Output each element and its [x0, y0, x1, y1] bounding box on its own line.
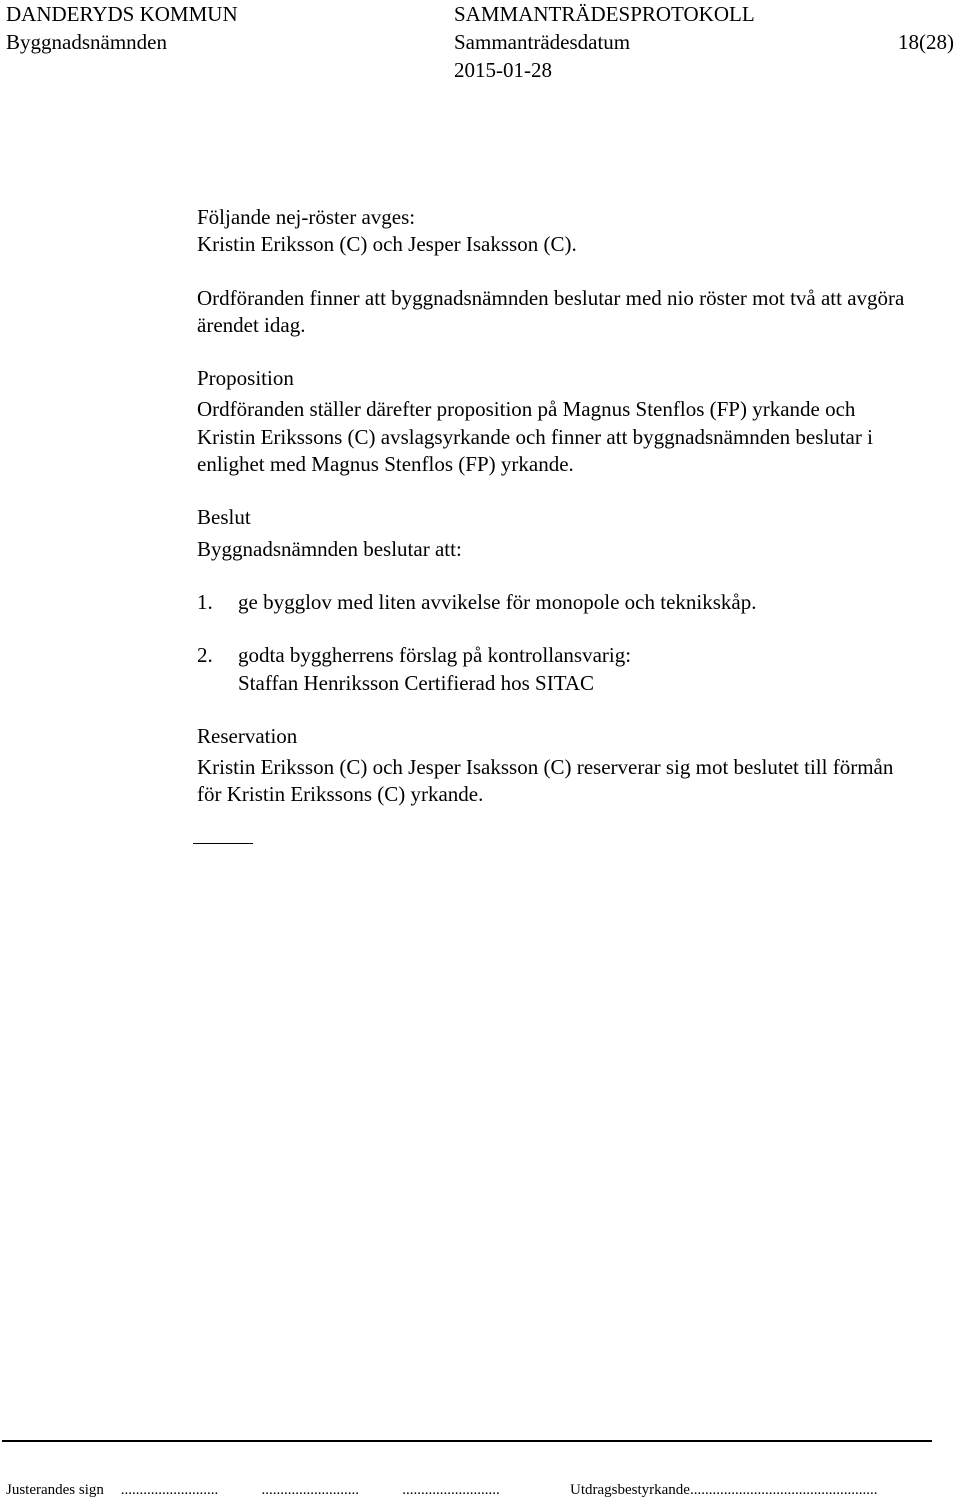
signature-label: Justerandes sign — [6, 1482, 104, 1498]
decision-item — [197, 589, 927, 616]
date-label: Sammanträdesdatum — [454, 30, 631, 54]
decision-item — [197, 642, 927, 697]
reservation-heading: Reservation — [197, 723, 298, 748]
proposition-heading: Proposition — [197, 366, 294, 391]
votes-intro: Följande nej-röster avges: — [197, 205, 416, 229]
decision-item-number: 2. — [197, 643, 213, 668]
header-left — [6, 0, 238, 56]
decision-item-text: ge bygglov med liten avvikelse för monopole och teknikskåp. — [238, 589, 757, 614]
meeting-date: 2015-01-28 — [454, 58, 552, 82]
decision-intro: Byggnadsnämnden beslutar att: — [197, 536, 462, 561]
footer-rule — [2, 1440, 932, 1442]
decision-item-number: 1. — [197, 589, 213, 614]
reservation-text: Kristin Eriksson (C) och Jesper Isaksson (C) reserverar sig mot beslutet till förmån för Kristin Erikssons (C) yrkande. — [197, 755, 894, 807]
proposition-text: Ordföranden ställer därefter proposition på Magnus Stenflos (FP) yrkande och Kristin Erikssons (C) avslagsyrkande och finner att byggnadsnämnden beslutar i enlighet med Magnus Stenflos (FP) yrkande. — [197, 397, 873, 477]
decision-item-text: godta byggherrens förslag på kontrollansvarig: — [238, 643, 632, 668]
decision-item-text: Staffan Henriksson Certifierad hos SITAC — [238, 670, 595, 695]
signature-field: .......................... — [120, 1482, 219, 1498]
page-number: 18(28) — [898, 30, 954, 54]
document-type: SAMMANTRÄDESPROTOKOLL — [454, 2, 755, 26]
municipality-name: DANDERYDS KOMMUN — [6, 2, 238, 26]
document-body — [197, 204, 927, 844]
signature-field: .......................... — [261, 1482, 359, 1498]
end-of-section-rule — [193, 843, 253, 844]
footer — [6, 1481, 877, 1499]
signature-field: .......................... — [402, 1482, 500, 1498]
votes-names: Kristin Eriksson (C) och Jesper Isaksson (C). — [197, 232, 577, 257]
votes-result: Ordföranden finner att byggnadsnämnden beslutar med nio röster mot två att avgöra ärendet idag. — [197, 285, 905, 337]
board-name: Byggnadsnämnden — [6, 30, 167, 54]
header-center — [454, 0, 755, 84]
extract-certification-label: Utdragsbestyrkande.................................................. — [570, 1482, 878, 1498]
decision-heading: Beslut — [197, 505, 251, 530]
